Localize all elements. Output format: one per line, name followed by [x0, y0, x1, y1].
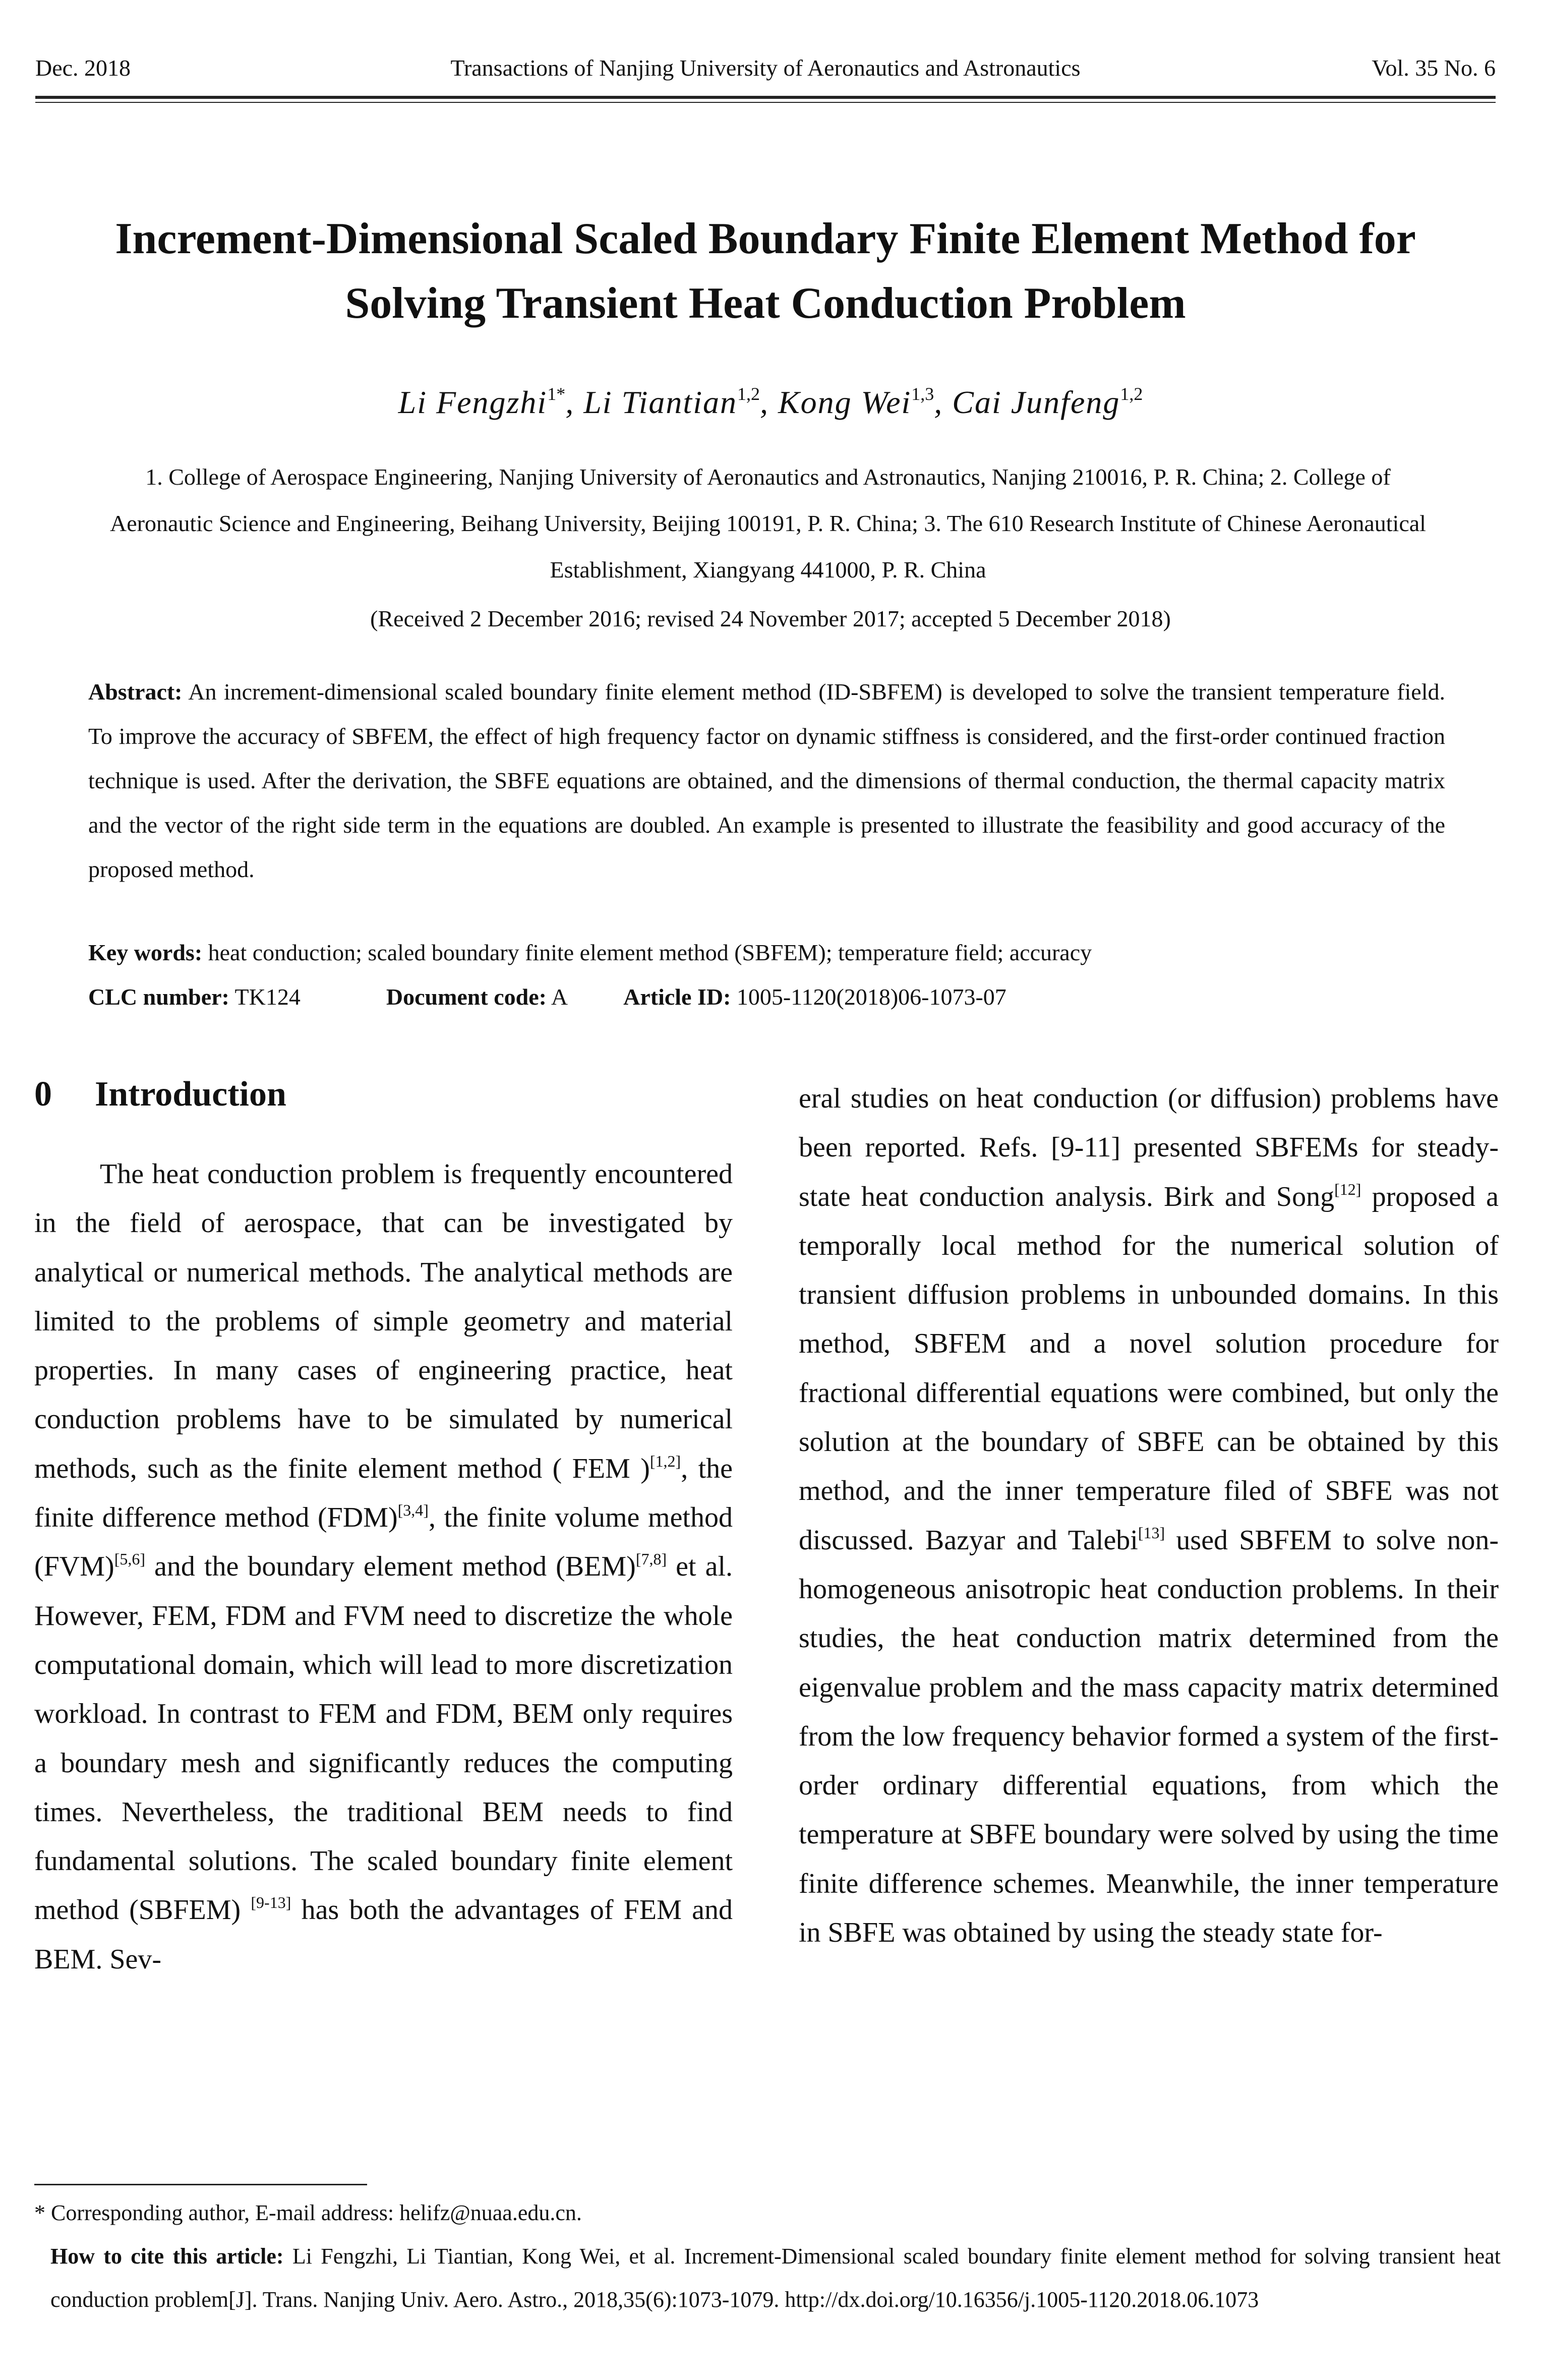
- body-text: has both the advantages of FEM and BEM. Sev-: [34, 1894, 733, 1975]
- journal-name: Transactions of Nanjing University of Aeronautics and Astronautics: [450, 55, 1081, 81]
- body-text: proposed a temporally local method for the numerical solution of transient diffusion problems in unbounded domains. In this method, SBFEM and a novel solution procedure for fractional differential equations were combined, but only the solution at the boundary of SBFE can be obtained by this method, and the inner temperature filed of SBFE was not discussed. Bazyar and Talebi: [799, 1181, 1499, 1556]
- keywords: [88, 939, 1445, 966]
- keywords-text: heat conduction; scaled boundary finite element method (SBFEM); temperature field; accuracy: [202, 940, 1092, 965]
- body-text: and the boundary element method (BEM): [145, 1551, 636, 1583]
- keywords-label: Key words:: [88, 940, 203, 965]
- citation-note: [50, 2235, 1501, 2321]
- body-text: used SBFEM to solve non-homogeneous anisotropic heat conduction problems. In their studies, the heat conduction matrix determined from the eigenvalue problem and the mass capacity matrix determined from the low frequency behavior formed a system of the first-order ordinary differential equations, from which the temperature at SBFE boundary were solved by using the time finite difference schemes. Meanwhile, the inner temperature in SBFE was obtained by using the steady state for-: [799, 1524, 1499, 1949]
- author-affil-mark: 1,2: [1120, 384, 1143, 404]
- left-column-text: [34, 1150, 733, 1984]
- body-text: , the finite volume method (FVM): [34, 1502, 733, 1583]
- citation[interactable]: [12]: [1334, 1180, 1361, 1198]
- title-line-1: Increment-Dimensional Scaled Boundary Finite Element Method for: [115, 214, 1416, 263]
- section-heading: [34, 1074, 286, 1115]
- cite-label: How to cite this article:: [50, 2244, 284, 2269]
- section-title: Introduction: [95, 1075, 286, 1114]
- author-affil-mark: 1,3: [911, 384, 934, 404]
- citation[interactable]: [5,6]: [114, 1550, 145, 1569]
- article-id-value: 1005-1120(2018)06-1073-07: [731, 984, 1006, 1010]
- received-dates: (Received 2 December 2016; revised 24 November 2017; accepted 5 December 2018): [370, 606, 1171, 631]
- title-line-2: Solving Transient Heat Conduction Problem: [345, 279, 1186, 328]
- body-text: , the finite difference method (FDM): [34, 1453, 733, 1534]
- header-rule-thin: [35, 102, 1496, 103]
- article-id-label: Article ID:: [623, 984, 731, 1010]
- section-number: 0: [34, 1075, 52, 1114]
- article-title: [55, 207, 1475, 336]
- author-affil-mark: 1*: [547, 384, 566, 404]
- affiliations: 1. College of Aerospace Engineering, Nanjing University of Aeronautics and Astronautics, Nanjing 210016, P. R. China; 2. College of Aeronautic Science and Engineering, Beihang University, Beijing 100191, P. R. China; 3. The 610 Research Institute of Chinese Aeronautical Establishment, Xiangyang 441000, P. R. China: [110, 464, 1426, 583]
- author-name: Kong Wei: [778, 384, 912, 420]
- author-list: Li Fengzhi$^{1*}$, Li Tiantian$^{1,2}$, Kong Wei$^{1,3}$, Cai Junfeng$^{1,2}$: [398, 384, 1143, 420]
- clc-value: TK124: [229, 984, 301, 1010]
- corresponding-author-note: * Corresponding author, E-mail address: helifz@nuaa.edu.cn.: [34, 2200, 582, 2225]
- citation[interactable]: [7,8]: [635, 1550, 667, 1569]
- citation[interactable]: [1,2]: [649, 1452, 681, 1470]
- author-name: Cai Junfeng: [952, 384, 1120, 420]
- body-text: The heat conduction problem is frequently encountered in the field of aerospace, that can be investigated by analytical or numerical methods. The analytical methods are limited to the problems of simple geometry and material properties. In many cases of engineering practice, heat conduction problems have to be simulated by numerical methods, such as the finite element method ( FEM ): [34, 1158, 733, 1484]
- document-code-label: Document code:: [386, 984, 547, 1010]
- right-column-text: [799, 1074, 1499, 1957]
- citation[interactable]: [3,4]: [397, 1501, 429, 1520]
- footnote-rule: [34, 2184, 367, 2185]
- abstract: [88, 670, 1445, 892]
- body-text: eral studies on heat conduction (or diffusion) problems have been reported. Refs. [9-11] presented SBFEMs for steady-state heat conduction analysis. Birk and Song: [799, 1083, 1499, 1212]
- issue-date: Dec. 2018: [35, 55, 131, 81]
- running-header: [35, 54, 1496, 85]
- author-affil-mark: 1,2: [737, 384, 760, 404]
- classification-line: [88, 983, 1006, 1010]
- header-rule-thick: [35, 96, 1496, 99]
- citation[interactable]: [13]: [1138, 1523, 1165, 1542]
- author-name: Li Fengzhi: [398, 384, 548, 420]
- volume-number: Vol. 35 No. 6: [1372, 55, 1496, 81]
- body-text: et al. However, FEM, FDM and FVM need to discretize the whole computational domain, which will lead to more discretization workload. In contrast to FEM and FDM, BEM only requires a boundary mesh and significantly reduces the computing times. Nevertheless, the traditional BEM needs to find fundamental solutions. The scaled boundary finite element method (SBFEM): [34, 1551, 733, 1926]
- document-code-value: A: [546, 984, 568, 1010]
- cite-text: Li Fengzhi, Li Tiantian, Kong Wei, et al. Increment-Dimensional scaled boundary finite element method for solving transient heat conduction problem[J]. Trans. Nanjing Univ. Aero. Astro., 2018,35(6):1073-1079. http://dx.doi.org/10.16356/j.1005-1120.2018.06.1073: [50, 2244, 1501, 2312]
- abstract-label: Abstract:: [88, 679, 183, 705]
- author-name: Li Tiantian: [583, 384, 737, 420]
- clc-label: CLC number:: [88, 984, 229, 1010]
- citation[interactable]: [9-13]: [251, 1893, 291, 1912]
- abstract-text: An increment-dimensional scaled boundary finite element method (ID-SBFEM) is developed to solve the transient temperature field. To improve the accuracy of SBFEM, the effect of high frequency factor on dynamic stiffness is considered, and the first-order continued fraction technique is used. After the derivation, the SBFE equations are obtained, and the dimensions of thermal conduction, the thermal capacity matrix and the vector of the right side term in the equations are doubled. An example is presented to illustrate the feasibility and good accuracy of the proposed method.: [88, 679, 1445, 882]
